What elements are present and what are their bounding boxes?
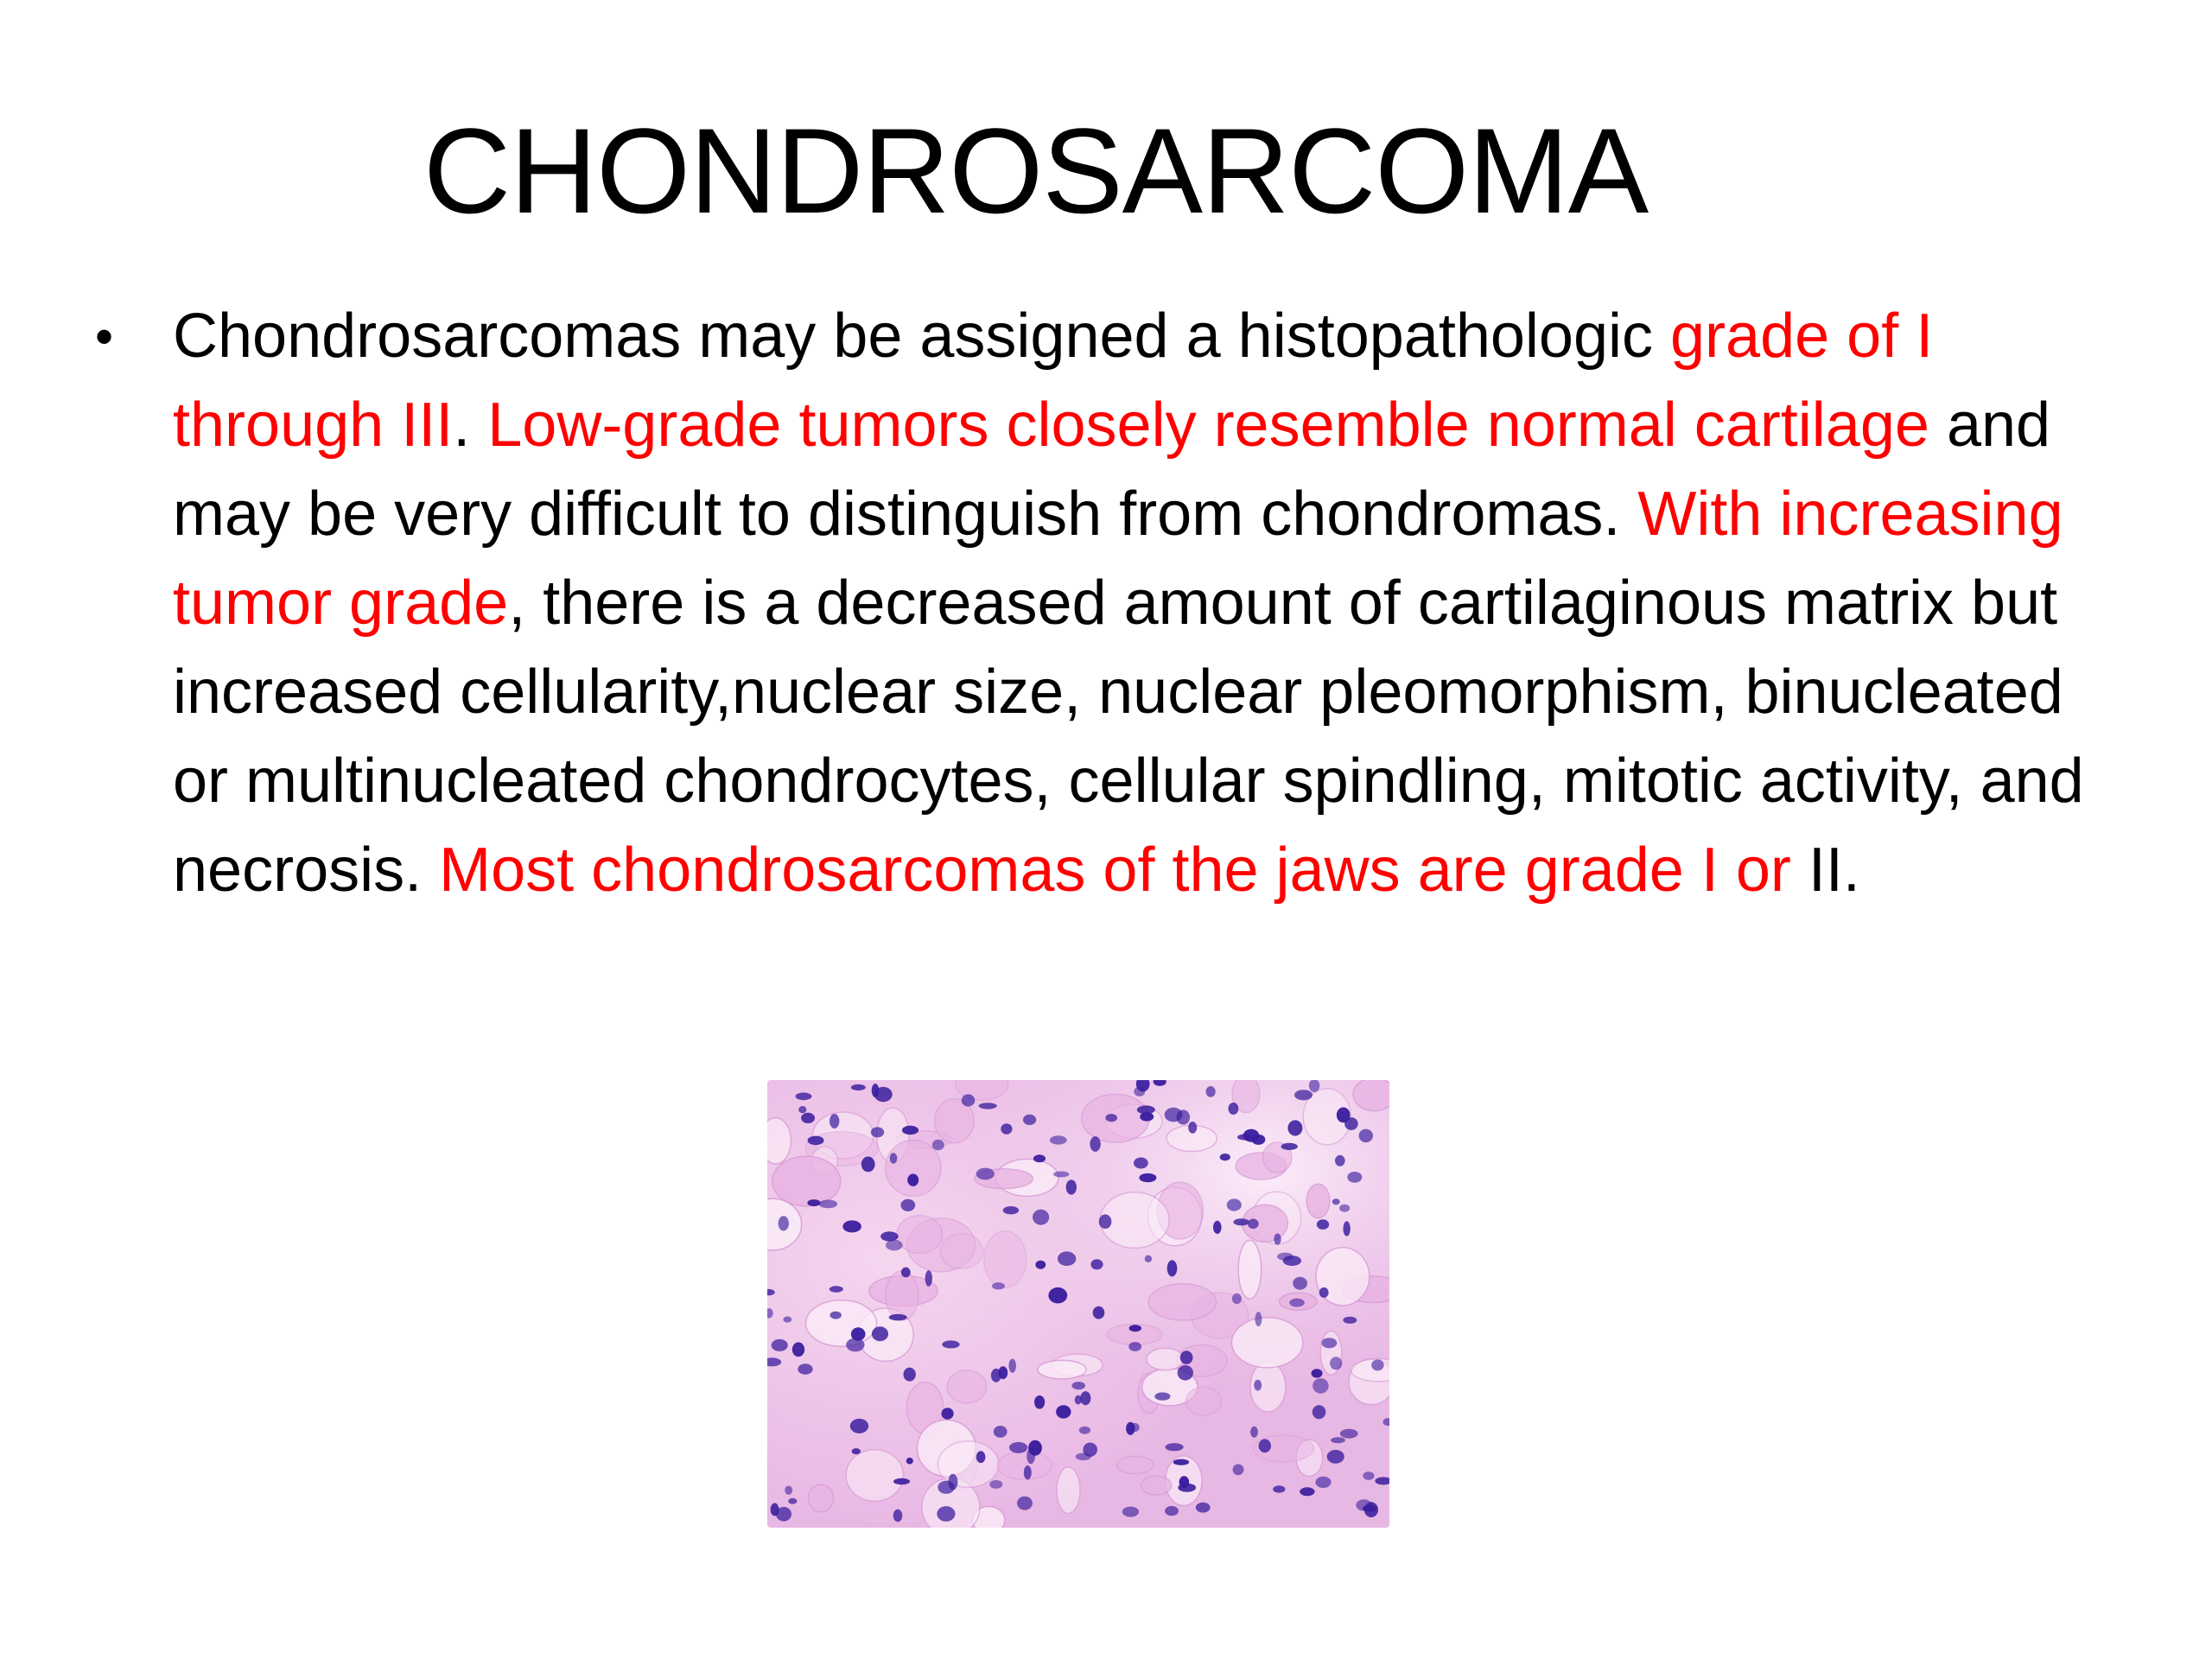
text-segment: Chondrosarcomas may be assigned a histopathologic — [173, 302, 1670, 371]
bullet-dot-icon: • — [95, 308, 114, 365]
highlight-segment: grade of I through III — [173, 302, 1934, 460]
bullet-item — [95, 292, 2126, 915]
text-segment: and may be very difficult to distinguish from chondromas. — [173, 391, 2051, 549]
highlight-segment: Most chondrosarcomas of the jaws are grade I or — [439, 836, 1791, 905]
bullet-text — [173, 302, 2084, 905]
text-segment: , there is a decreased amount of cartilaginous matrix but increased cellularity,nuclear size, nuclear pleomorphism, binucleated or multinucleated chondrocytes, cellular spindling, mitotic activity, and necrosis. — [173, 569, 2084, 905]
text-segment: . — [453, 391, 488, 460]
slide-title: CHONDROSARCOMA — [423, 103, 1649, 238]
highlight-segment: With increasing tumor grade — [173, 480, 2063, 638]
histology-micrograph — [767, 1080, 1389, 1528]
histology-image — [767, 1080, 1389, 1528]
bullet-list — [95, 292, 2126, 915]
text-segment: II. — [1790, 836, 1860, 905]
highlight-segment: Low-grade tumors closely resemble normal cartilage — [487, 391, 1929, 460]
